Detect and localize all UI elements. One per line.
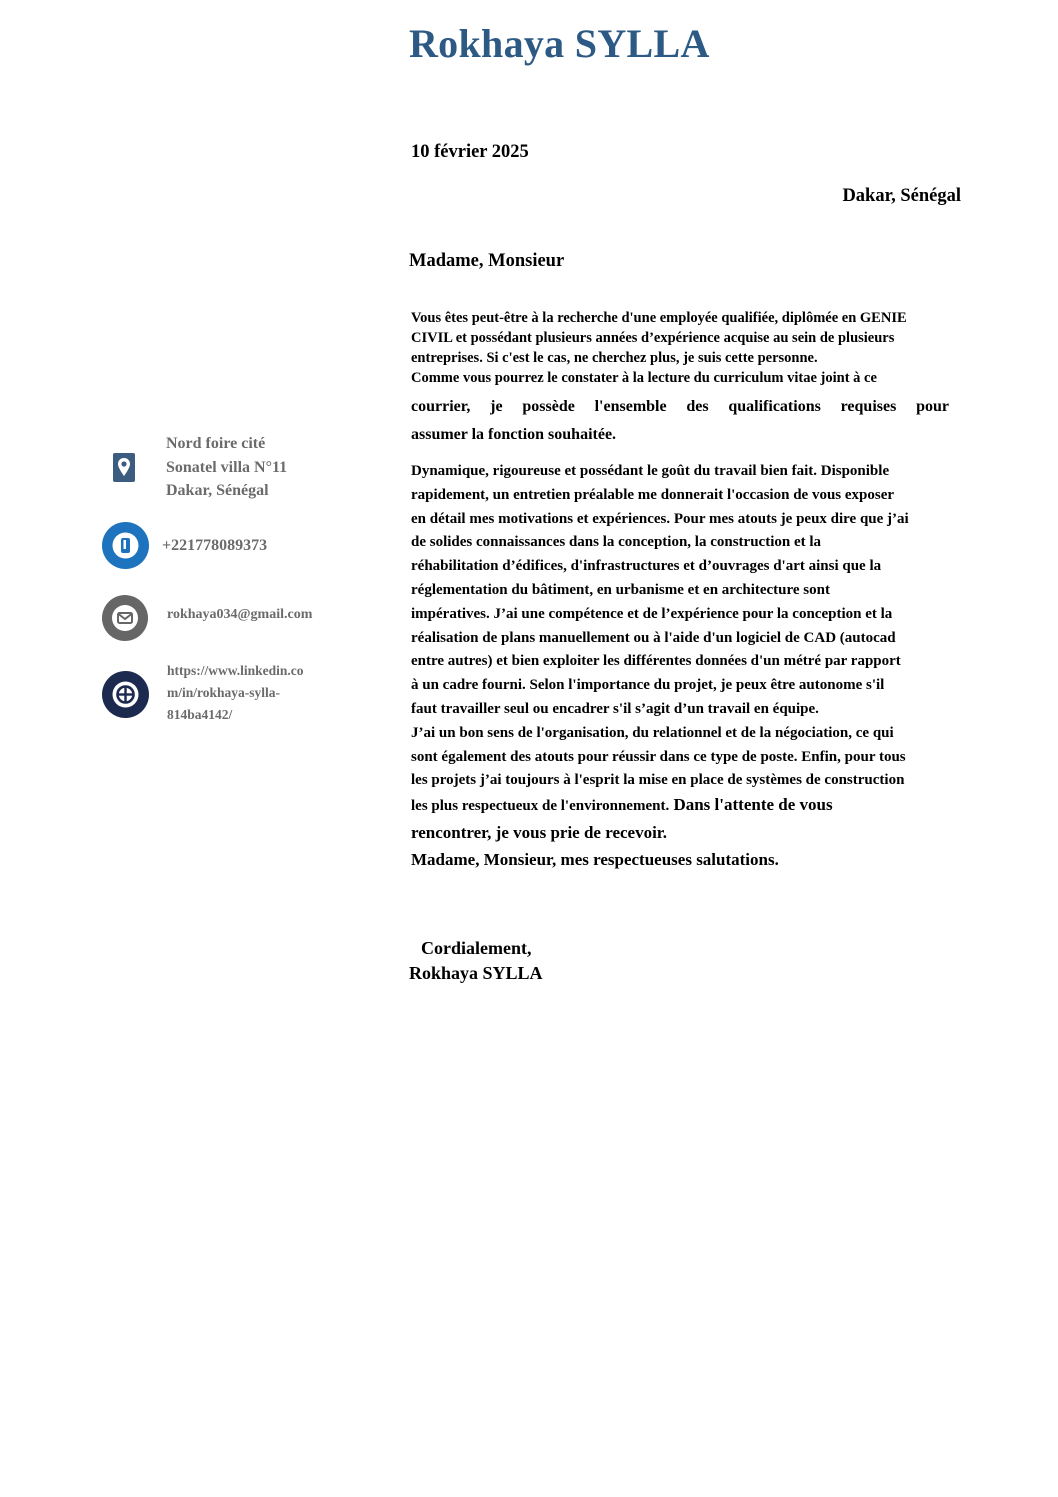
linkedin-icon xyxy=(101,670,150,719)
paragraph-body xyxy=(411,460,1011,873)
text-line: impératives. J’ai une compétence et de l’expérience pour la conception et la xyxy=(411,605,893,622)
text-line: réalisation de plans manuellement ou à l'aide d'un logiciel de CAD (autocad xyxy=(411,629,896,646)
text-line: rencontrer, je vous prie de recevoir. xyxy=(411,822,668,842)
text-line: courrier, je possède l'ensemble des qualifications requises pour xyxy=(411,398,949,415)
text-line: Vous êtes peut-être à la recherche d'une employée qualifiée, diplômée en GENIE xyxy=(411,310,907,326)
paragraph-intro-continued xyxy=(411,393,949,449)
text-line: J’ai un bon sens de l'organisation, du relationnel et de la négociation, ce qui xyxy=(411,724,894,741)
text-line: sont également des atouts pour réussir dans ce type de poste. Enfin, pour tous xyxy=(411,748,906,765)
paragraph-intro xyxy=(411,308,971,388)
address xyxy=(166,432,287,503)
linkedin-url-line: 814ba4142/ xyxy=(167,707,233,722)
letter-place: Dakar, Sénégal xyxy=(842,186,961,206)
text-line: réglementation du bâtiment, en urbanisme et en architecture sont xyxy=(411,581,830,598)
text-line: Comme vous pourrez le constater à la lecture du curriculum vitae joint à ce xyxy=(411,370,877,386)
text-line: assumer la fonction souhaitée. xyxy=(411,426,617,443)
linkedin-url-line: m/in/rokhaya-sylla- xyxy=(167,685,281,700)
linkedin-url-line: https://www.linkedin.co xyxy=(167,663,304,678)
location-pin-icon xyxy=(112,452,136,483)
text-line: entreprises. Si c'est le cas, ne cherchez plus, je suis cette personne. xyxy=(411,350,818,366)
salutation: Madame, Monsieur xyxy=(409,251,565,271)
applicant-name: Rokhaya SYLLA xyxy=(409,21,710,66)
text-segment: Dans l'attente de vous xyxy=(669,795,833,815)
letter-date: 10 février 2025 xyxy=(411,142,529,162)
text-line: les projets j’ai toujours à l'esprit la mise en place de systèmes de construction xyxy=(411,772,905,789)
text-line: Dynamique, rigoureuse et possédant le goût du travail bien fait. Disponible xyxy=(411,463,890,479)
text-line: entre autres) et bien exploiter les différentes données d'un métré par rapport xyxy=(411,653,901,670)
text-line: de solides connaissances dans la conception, la construction et la xyxy=(411,534,822,551)
text-line: rapidement, un entretien préalable me donnerait l'occasion de vous exposer xyxy=(411,486,895,503)
mail-icon xyxy=(101,594,149,642)
email-address[interactable]: rokhaya034@gmail.com xyxy=(167,607,313,622)
text-line: Madame, Monsieur, mes respectueuses salutations. xyxy=(411,849,779,869)
phone-icon xyxy=(101,521,150,570)
text-line: à un cadre fourni. Selon l'importance du projet, je peux être autonome s'il xyxy=(411,677,885,694)
signature: Rokhaya SYLLA xyxy=(409,963,543,983)
text-segment: les plus respectueux de l'environnement. xyxy=(411,798,670,815)
text-line: CIVIL et possédant plusieurs années d’expérience acquise au sein de plusieurs xyxy=(411,330,895,346)
address-line: Dakar, Sénégal xyxy=(166,482,269,499)
text-line: réhabilitation d’édifices, d'infrastructures et d’ouvrages d'art ainsi que la xyxy=(411,558,882,575)
address-line: Nord foire cité xyxy=(166,435,266,452)
phone-number[interactable]: +221778089373 xyxy=(162,537,268,554)
closing: Cordialement, xyxy=(421,938,532,958)
text-line xyxy=(411,793,1011,819)
address-line: Sonatel villa N°11 xyxy=(166,458,288,476)
linkedin-url[interactable] xyxy=(167,660,304,726)
text-line: en détail mes motivations et expériences. Pour mes atouts je peux dire que j’ai xyxy=(411,510,909,527)
text-line: faut travailler seul ou encadrer s'il s’agit d’un travail en équipe. xyxy=(411,700,819,717)
